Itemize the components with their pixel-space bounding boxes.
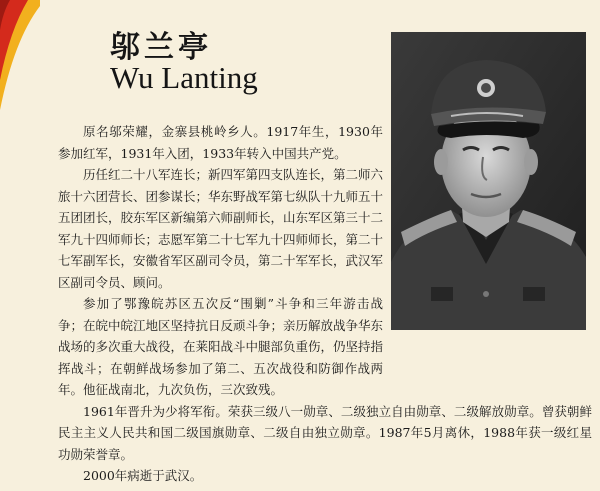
bio-paragraph: 参加了鄂豫皖苏区五次反“围剿”斗争和三年游击战争；在皖中皖江地区坚持抗日反顽斗争；亲历解放战争华东战场的多次重大战役，在莱阳战斗中腿部负重伤，仍坚持指挥战斗；在朝鲜战场参加了第二、五次战役和防御作战两年。他征战南北，九次负伤，三次致残。 [58, 296, 384, 397]
bio-paragraph: 原名邬荣耀，金寨县桃岭乡人。1917年生，1930年参加红军，1931年入团，1933年转入中国共产党。 [58, 124, 383, 161]
bio-paragraph: 历任红二十八军连长；新四军第四支队连长，第二师六旅十六团营长、团参谋长；华东野战军第七纵队十九师五十五团团长，胶东军区新编第六师副师长，山东军区第三十二军九十四师师长；志愿军第二十七军九十四师师长，第二十七军副军长，安徽省军区副司令员，第二十军军长，武汉军区副司令员、顾问。 [58, 167, 384, 290]
bio-paragraph: 2000年病逝于武汉。 [83, 468, 203, 483]
page-title-chinese: 邬兰亭 [110, 30, 212, 65]
corner-decoration [0, 0, 40, 130]
biography [58, 121, 592, 487]
page-title-english: Wu Lanting [110, 60, 258, 95]
bio-paragraph: 1961年晋升为少将军衔。荣获三级八一勋章、二级独立自由勋章、二级解放勋章。曾获朝鲜民主主义人民共和国二级国旗勋章、二级自由独立勋章。1987年5月离休，1988年获一级红星功勋荣誉章。 [58, 403, 592, 462]
